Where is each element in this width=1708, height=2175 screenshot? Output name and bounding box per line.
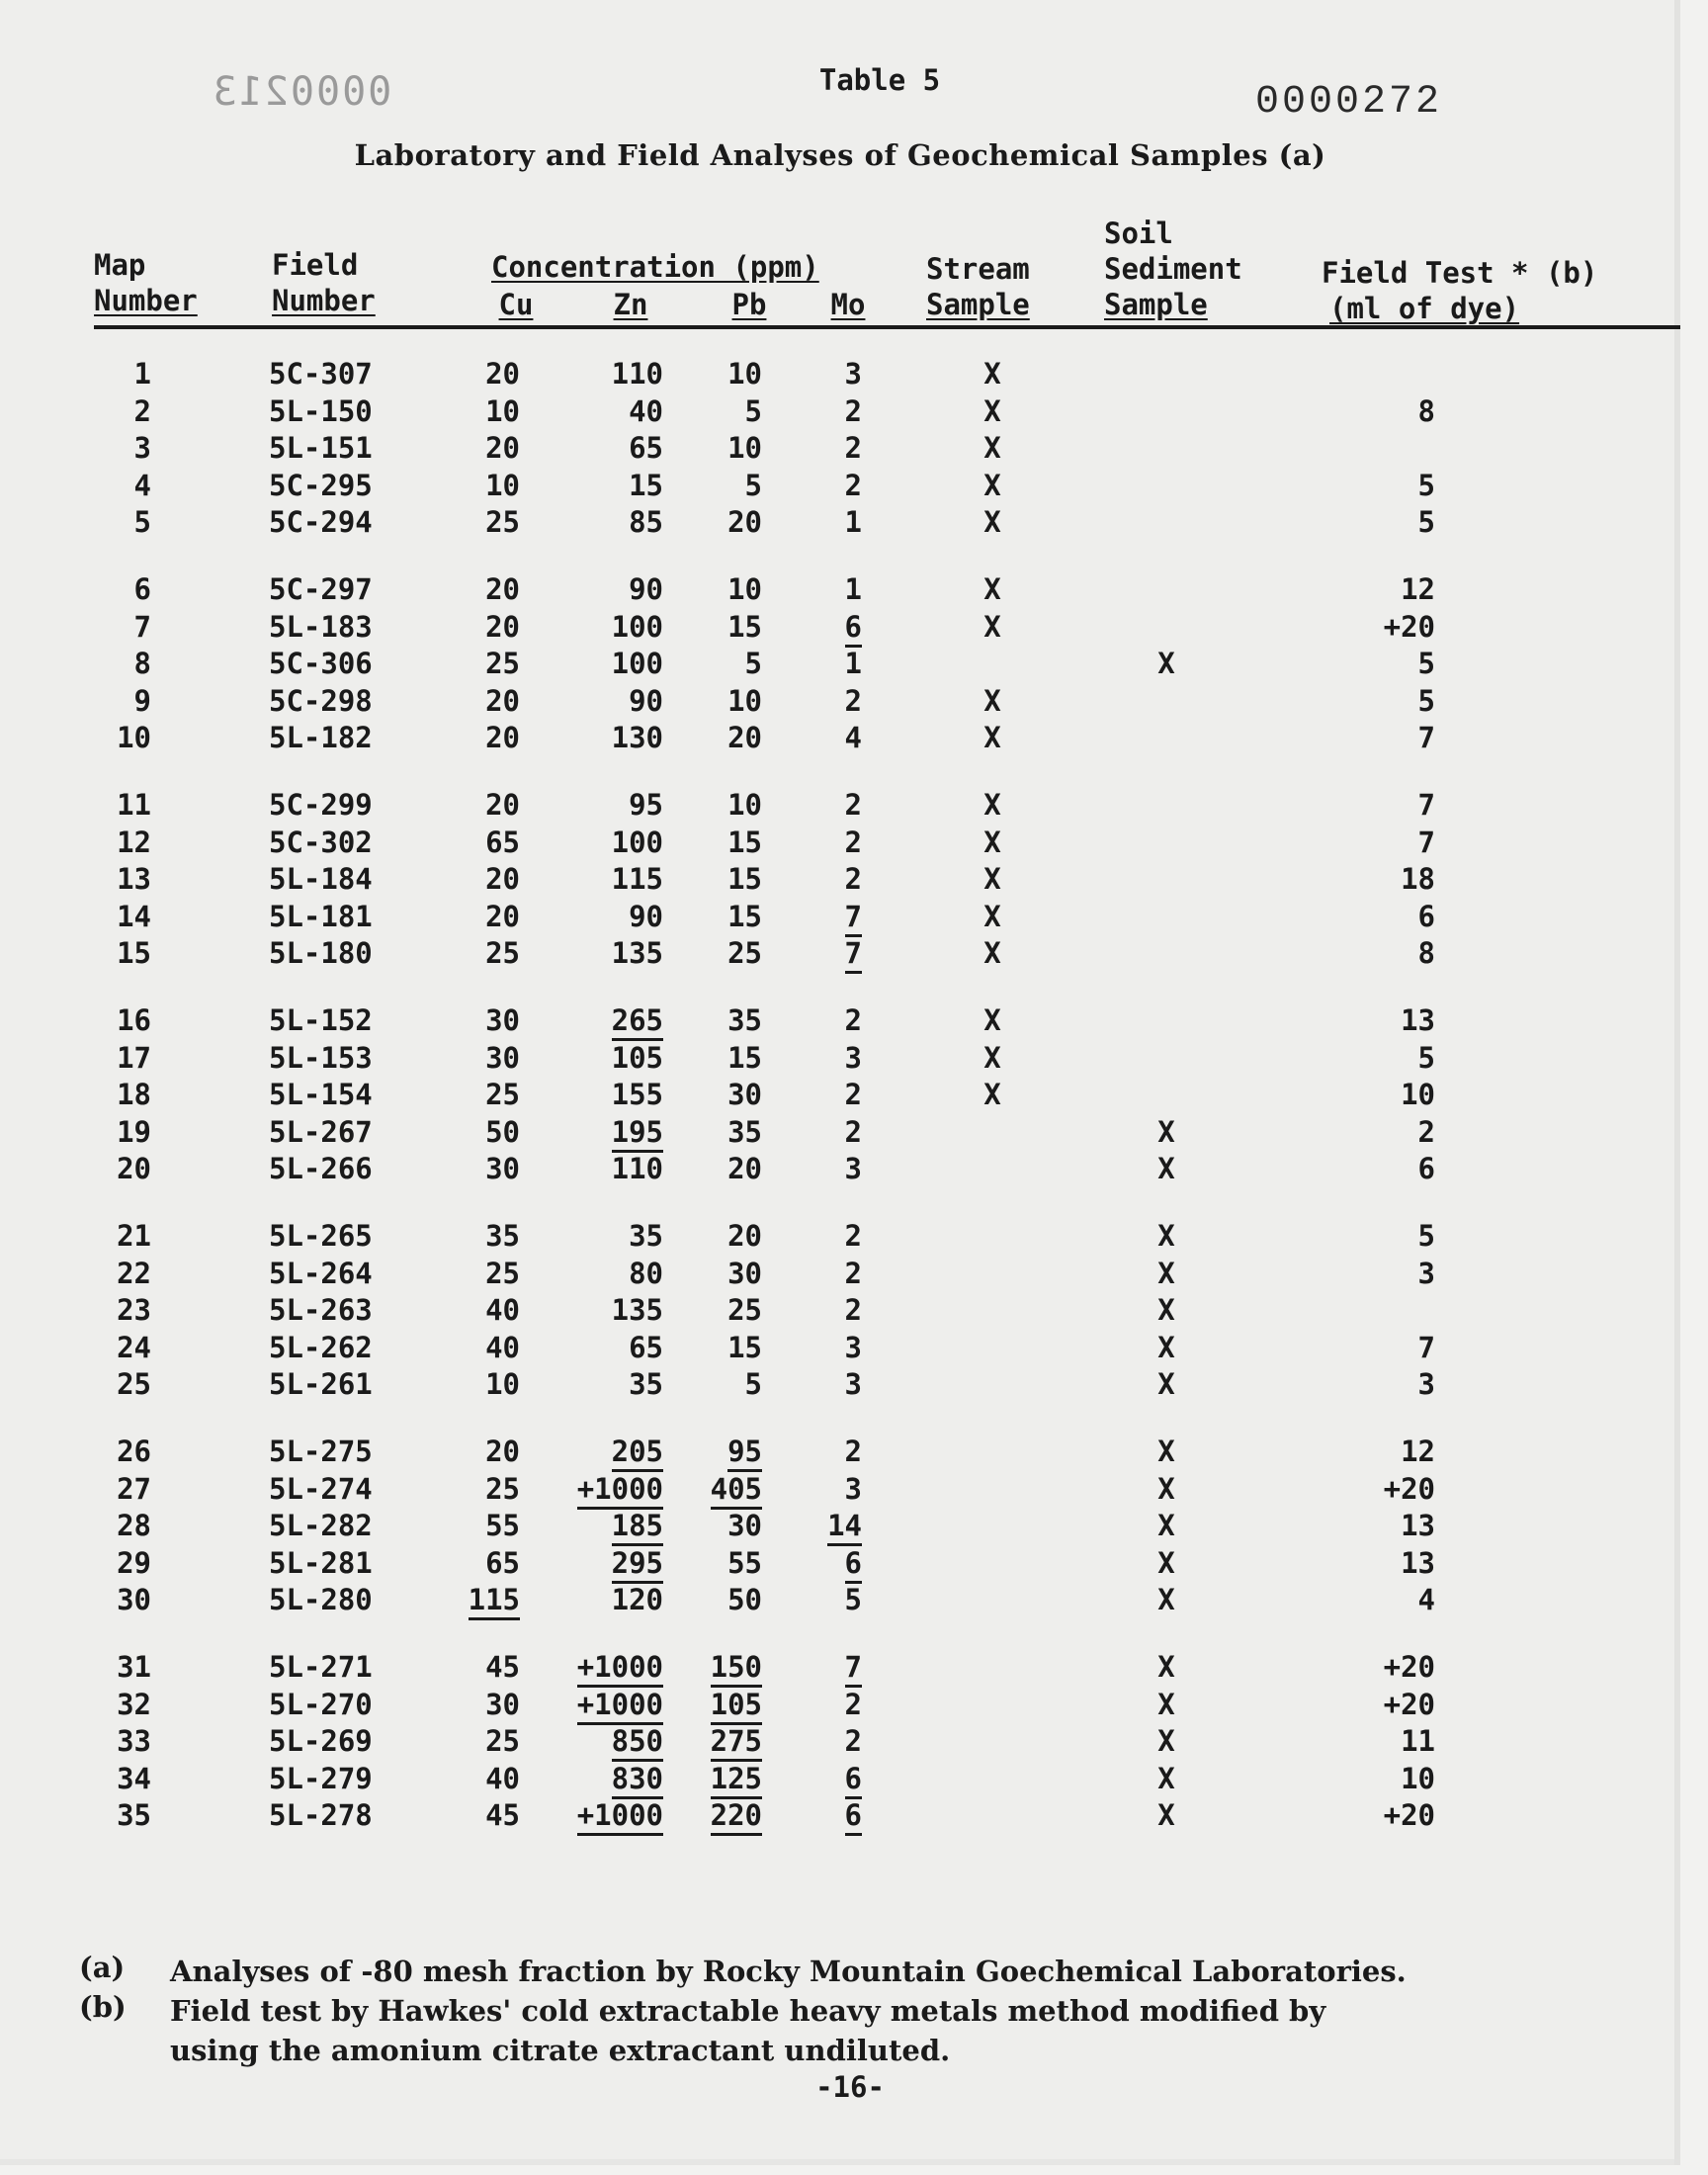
cell-stream-sample: X (983, 862, 1001, 897)
cell-stream-sample: X (983, 609, 1001, 644)
cell-zn: 40 (629, 393, 663, 428)
cell-pb: 10 (727, 683, 762, 718)
cell-zn: 90 (629, 683, 663, 718)
cell-pb: 35 (727, 1003, 762, 1037)
cell-map: 16 (117, 1003, 151, 1037)
cell-map: 22 (117, 1256, 151, 1290)
cell-stream-sample: X (983, 899, 1001, 933)
cell-mo: 2 (844, 1114, 862, 1149)
cell-mo: 3 (844, 357, 862, 391)
cell-cu: 25 (485, 1471, 520, 1506)
cell-zn: 15 (629, 468, 663, 502)
cell-mo: 2 (844, 1256, 862, 1290)
cell-field-test: 8 (1417, 936, 1435, 971)
cell-map: 11 (117, 788, 151, 822)
cell-mo: 2 (844, 862, 862, 897)
footnote-b-mark: (b) (79, 1990, 127, 2024)
cell-pb: 5 (744, 1367, 762, 1402)
cell-field-number: 5L-278 (269, 1798, 373, 1833)
cell-map: 18 (117, 1078, 151, 1112)
cell-mo: 14 (664, 1508, 862, 1543)
cell-mo: 2 (844, 788, 862, 822)
cell-mo: 2 (844, 1687, 862, 1721)
cell-field-test: 3 (1417, 1256, 1435, 1290)
cell-field-number: 5L-262 (269, 1330, 373, 1364)
table-label: Table 5 (818, 63, 941, 97)
cell-field-number: 5C-294 (269, 505, 373, 540)
cell-field-number: 5L-180 (269, 936, 373, 971)
cell-cu: 50 (485, 1114, 520, 1149)
cell-field-number: 5C-295 (269, 468, 373, 502)
cell-pb: 25 (727, 936, 762, 971)
cell-map: 6 (133, 572, 151, 606)
cell-soil-sample: X (1157, 1761, 1175, 1795)
header-soil: Soil Sediment Sample (1104, 217, 1242, 321)
cell-field-number: 5L-265 (269, 1219, 373, 1253)
cell-soil-sample: X (1157, 1152, 1175, 1186)
cell-zn: +1000 (466, 1471, 663, 1507)
cell-pb: 10 (727, 357, 762, 391)
cell-map: 20 (117, 1152, 151, 1186)
cell-stream-sample: X (983, 1078, 1001, 1112)
cell-zn: +1000 (466, 1797, 663, 1833)
cell-field-test: +20 (1383, 1650, 1435, 1684)
cell-mo: 7 (664, 1649, 862, 1685)
cell-soil-sample: X (1157, 1330, 1175, 1364)
cell-soil-sample: X (1157, 1798, 1175, 1833)
cell-mo: 2 (844, 825, 862, 859)
cell-stream-sample: X (983, 825, 1001, 859)
cell-soil-sample: X (1157, 1219, 1175, 1253)
cell-cu: 65 (485, 1545, 520, 1580)
cell-stream-sample: X (983, 393, 1001, 428)
header-cu: Cu (498, 288, 534, 321)
cell-soil-sample: X (1157, 647, 1175, 681)
cell-mo: 3 (844, 1367, 862, 1402)
cell-zn: 95 (629, 788, 663, 822)
cell-map: 21 (117, 1219, 151, 1253)
cell-zn: 85 (629, 505, 663, 540)
cell-cu: 25 (485, 1078, 520, 1112)
cell-field-test: 5 (1417, 1040, 1435, 1075)
cell-map: 10 (117, 721, 151, 755)
cell-map: 3 (133, 431, 151, 466)
cell-zn: 110 (611, 1152, 663, 1186)
cell-field-test: 7 (1417, 788, 1435, 822)
cell-zn: 830 (466, 1761, 663, 1796)
footnote-b-text-2: using the amonium citrate extractant undiluted. (170, 2034, 951, 2067)
cell-field-test: 5 (1417, 683, 1435, 718)
cell-mo: 7 (664, 935, 862, 971)
cell-field-test: 12 (1401, 1435, 1435, 1468)
header-concentration: Concentration (ppm) (491, 250, 819, 284)
cell-map: 28 (117, 1509, 151, 1543)
cell-mo: 2 (844, 431, 862, 466)
cell-pb: 15 (727, 825, 762, 859)
mirrored-stamp-code: 0000213 (211, 69, 392, 115)
cell-mo: 1 (844, 572, 862, 606)
cell-mo: 2 (844, 1219, 862, 1253)
cell-zn: 135 (611, 936, 663, 971)
cell-mo: 2 (844, 1078, 862, 1112)
cell-field-test: 18 (1401, 862, 1435, 897)
cell-cu: 20 (485, 683, 520, 718)
cell-soil-sample: X (1157, 1545, 1175, 1580)
cell-mo: 2 (844, 1293, 862, 1328)
cell-zn: 100 (611, 825, 663, 859)
cell-field-number: 5L-261 (269, 1367, 373, 1402)
cell-mo: 4 (844, 721, 862, 755)
cell-map: 23 (117, 1293, 151, 1328)
cell-cu: 115 (322, 1582, 520, 1617)
cell-field-test: 12 (1401, 572, 1435, 606)
cell-field-number: 5L-264 (269, 1256, 373, 1290)
cell-field-number: 5L-150 (269, 393, 373, 428)
cell-map: 15 (117, 936, 151, 971)
cell-zn: 265 (466, 1002, 663, 1038)
cell-stream-sample: X (983, 1040, 1001, 1075)
cell-field-test: 11 (1401, 1724, 1435, 1759)
cell-map: 32 (117, 1687, 151, 1721)
cell-field-test: 5 (1417, 468, 1435, 502)
cell-map: 5 (133, 505, 151, 540)
cell-field-test: 6 (1417, 899, 1435, 933)
cell-cu: 25 (485, 1256, 520, 1290)
cell-field-number: 5L-274 (269, 1471, 373, 1506)
cell-mo: 3 (844, 1152, 862, 1186)
cell-mo: 1 (844, 647, 862, 681)
cell-field-test: +20 (1383, 1687, 1435, 1721)
cell-field-test: 5 (1417, 505, 1435, 540)
cell-cu: 20 (485, 431, 520, 466)
cell-pb: 15 (727, 899, 762, 933)
cell-field-test: 7 (1417, 825, 1435, 859)
cell-soil-sample: X (1157, 1583, 1175, 1617)
cell-map: 25 (117, 1367, 151, 1402)
cell-field-number: 5L-280 (269, 1583, 373, 1617)
cell-stream-sample: X (983, 788, 1001, 822)
cell-mo: 6 (664, 1761, 862, 1796)
header-stream: Stream Sample (926, 252, 1030, 321)
document-code: 0000272 (1255, 80, 1443, 125)
cell-stream-sample: X (983, 936, 1001, 971)
cell-pb: 35 (727, 1114, 762, 1149)
cell-mo: 2 (844, 393, 862, 428)
cell-cu: 10 (485, 393, 520, 428)
cell-zn: 185 (466, 1508, 663, 1543)
cell-mo: 1 (844, 505, 862, 540)
cell-pb: 55 (727, 1545, 762, 1580)
cell-field-number: 5C-302 (269, 825, 373, 859)
footnote-a-text: Analyses of -80 mesh fraction by Rocky Mountain Goechemical Laboratories. (170, 1955, 1407, 1988)
cell-field-test: 6 (1417, 1152, 1435, 1186)
cell-mo: 7 (664, 899, 862, 934)
table-title: Laboratory and Field Analyses of Geochemical Samples (a) (354, 138, 1326, 172)
cell-zn: 100 (611, 647, 663, 681)
cell-cu: 40 (485, 1293, 520, 1328)
cell-zn: 100 (611, 609, 663, 644)
cell-pb: 20 (727, 1219, 762, 1253)
cell-stream-sample: X (983, 468, 1001, 502)
cell-pb: 220 (564, 1797, 762, 1833)
cell-zn: +1000 (466, 1687, 663, 1722)
cell-cu: 20 (485, 572, 520, 606)
header-pb: Pb (731, 288, 767, 321)
cell-field-number: 5L-263 (269, 1293, 373, 1328)
cell-field-number: 5C-306 (269, 647, 373, 681)
footnote-b-text-1: Field test by Hawkes' cold extractable heavy metals method modified by (170, 1994, 1326, 2028)
cell-mo: 2 (844, 1724, 862, 1759)
cell-field-number: 5L-267 (269, 1114, 373, 1149)
cell-cu: 40 (485, 1761, 520, 1795)
cell-field-test: 2 (1417, 1114, 1435, 1149)
cell-field-number: 5L-266 (269, 1152, 373, 1186)
cell-field-test: 7 (1417, 721, 1435, 755)
footnote-a-mark: (a) (79, 1951, 126, 1984)
cell-map: 19 (117, 1114, 151, 1149)
cell-mo: 3 (844, 1040, 862, 1075)
cell-stream-sample: X (983, 683, 1001, 718)
cell-soil-sample: X (1157, 1256, 1175, 1290)
cell-cu: 45 (485, 1650, 520, 1684)
cell-cu: 20 (485, 357, 520, 391)
cell-cu: 40 (485, 1330, 520, 1364)
cell-field-test: 13 (1401, 1509, 1435, 1543)
cell-cu: 20 (485, 862, 520, 897)
cell-mo: 5 (844, 1583, 862, 1617)
cell-field-test: 4 (1417, 1583, 1435, 1617)
cell-cu: 25 (485, 505, 520, 540)
cell-field-number: 5L-275 (269, 1435, 373, 1468)
cell-soil-sample: X (1157, 1687, 1175, 1721)
cell-stream-sample: X (983, 572, 1001, 606)
cell-field-test: 13 (1401, 1545, 1435, 1580)
cell-cu: 25 (485, 936, 520, 971)
cell-pb: 125 (564, 1761, 762, 1796)
cell-pb: 30 (727, 1078, 762, 1112)
cell-pb: 15 (727, 862, 762, 897)
cell-pb: 15 (727, 1040, 762, 1075)
cell-cu: 30 (485, 1040, 520, 1075)
cell-cu: 25 (485, 647, 520, 681)
cell-stream-sample: X (983, 431, 1001, 466)
cell-mo: 6 (664, 609, 862, 645)
cell-mo: 2 (844, 468, 862, 502)
cell-mo: 3 (844, 1471, 862, 1506)
cell-soil-sample: X (1157, 1471, 1175, 1506)
cell-cu: 20 (485, 609, 520, 644)
cell-cu: 10 (485, 1367, 520, 1402)
cell-stream-sample: X (983, 357, 1001, 391)
cell-stream-sample: X (983, 721, 1001, 755)
cell-cu: 20 (485, 721, 520, 755)
cell-pb: 5 (744, 393, 762, 428)
cell-field-test: 13 (1401, 1003, 1435, 1037)
cell-map: 24 (117, 1330, 151, 1364)
cell-field-number: 5L-182 (269, 721, 373, 755)
cell-map: 4 (133, 468, 151, 502)
cell-field-number: 5L-153 (269, 1040, 373, 1075)
header-field: Field Number (272, 248, 376, 317)
cell-map: 9 (133, 683, 151, 718)
cell-field-number: 5L-271 (269, 1650, 373, 1684)
cell-field-test: +20 (1383, 1471, 1435, 1506)
cell-mo: 6 (664, 1797, 862, 1833)
cell-cu: 10 (485, 468, 520, 502)
cell-cu: 20 (485, 1435, 520, 1468)
cell-zn: 35 (629, 1367, 663, 1402)
cell-mo: 2 (844, 1003, 862, 1037)
cell-map: 8 (133, 647, 151, 681)
cell-pb: 10 (727, 572, 762, 606)
cell-map: 17 (117, 1040, 151, 1075)
cell-map: 26 (117, 1435, 151, 1468)
cell-pb: 20 (727, 721, 762, 755)
cell-zn: 195 (466, 1114, 663, 1150)
cell-zn: +1000 (466, 1649, 663, 1685)
cell-pb: 405 (564, 1471, 762, 1507)
cell-zn: 65 (629, 431, 663, 466)
cell-map: 12 (117, 825, 151, 859)
cell-field-test: 5 (1417, 1219, 1435, 1253)
cell-cu: 35 (485, 1219, 520, 1253)
cell-zn: 295 (466, 1545, 663, 1581)
cell-map: 14 (117, 899, 151, 933)
cell-cu: 30 (485, 1152, 520, 1186)
cell-zn: 850 (466, 1723, 663, 1759)
cell-cu: 20 (485, 788, 520, 822)
cell-pb: 275 (564, 1723, 762, 1759)
cell-field-test: 3 (1417, 1367, 1435, 1402)
cell-mo: 6 (664, 1545, 862, 1581)
cell-zn: 155 (611, 1078, 663, 1112)
cell-field-test: +20 (1383, 1798, 1435, 1833)
cell-cu: 25 (485, 1724, 520, 1759)
cell-pb: 20 (727, 505, 762, 540)
cell-mo: 2 (844, 683, 862, 718)
cell-pb: 5 (744, 468, 762, 502)
cell-field-number: 5L-181 (269, 899, 373, 933)
cell-pb: 15 (727, 609, 762, 644)
cell-pb: 10 (727, 788, 762, 822)
cell-pb: 95 (564, 1434, 762, 1469)
cell-map: 27 (117, 1471, 151, 1506)
cell-pb: 10 (727, 431, 762, 466)
header-map: Map Number (94, 248, 198, 317)
cell-map: 1 (133, 357, 151, 391)
cell-zn: 115 (611, 862, 663, 897)
cell-map: 7 (133, 609, 151, 644)
cell-zn: 120 (611, 1583, 663, 1617)
cell-field-test: +20 (1383, 609, 1435, 644)
cell-field-test: 7 (1417, 1330, 1435, 1364)
cell-zn: 65 (629, 1330, 663, 1364)
cell-zn: 105 (611, 1040, 663, 1075)
cell-pb: 105 (564, 1687, 762, 1722)
cell-cu: 30 (485, 1687, 520, 1721)
cell-map: 35 (117, 1798, 151, 1833)
cell-pb: 150 (564, 1649, 762, 1685)
cell-soil-sample: X (1157, 1509, 1175, 1543)
cell-zn: 35 (629, 1219, 663, 1253)
cell-cu: 55 (485, 1509, 520, 1543)
cell-map: 2 (133, 393, 151, 428)
cell-field-number: 5L-152 (269, 1003, 373, 1037)
cell-field-number: 5L-270 (269, 1687, 373, 1721)
cell-pb: 5 (744, 647, 762, 681)
cell-soil-sample: X (1157, 1650, 1175, 1684)
cell-zn: 135 (611, 1293, 663, 1328)
cell-soil-sample: X (1157, 1114, 1175, 1149)
cell-field-number: 5L-279 (269, 1761, 373, 1795)
cell-soil-sample: X (1157, 1367, 1175, 1402)
header-rule (94, 325, 1680, 329)
cell-soil-sample: X (1157, 1293, 1175, 1328)
cell-cu: 20 (485, 899, 520, 933)
cell-zn: 130 (611, 721, 663, 755)
cell-field-number: 5L-184 (269, 862, 373, 897)
cell-pb: 50 (727, 1583, 762, 1617)
cell-field-number: 5C-297 (269, 572, 373, 606)
cell-pb: 25 (727, 1293, 762, 1328)
cell-zn: 110 (611, 357, 663, 391)
cell-cu: 45 (485, 1798, 520, 1833)
cell-map: 13 (117, 862, 151, 897)
page-number: -16- (815, 2070, 885, 2104)
cell-field-number: 5L-183 (269, 609, 373, 644)
cell-map: 30 (117, 1583, 151, 1617)
cell-map: 33 (117, 1724, 151, 1759)
cell-field-number: 5L-282 (269, 1509, 373, 1543)
cell-field-number: 5C-307 (269, 357, 373, 391)
cell-field-test: 10 (1401, 1761, 1435, 1795)
cell-field-number: 5L-269 (269, 1724, 373, 1759)
cell-cu: 65 (485, 825, 520, 859)
cell-zn: 90 (629, 572, 663, 606)
cell-mo: 2 (844, 1435, 862, 1468)
cell-field-test: 8 (1417, 393, 1435, 428)
cell-pb: 15 (727, 1330, 762, 1364)
cell-map: 29 (117, 1545, 151, 1580)
cell-map: 34 (117, 1761, 151, 1795)
cell-field-number: 5L-154 (269, 1078, 373, 1112)
cell-mo: 3 (844, 1330, 862, 1364)
cell-map: 31 (117, 1650, 151, 1684)
cell-zn: 205 (466, 1434, 663, 1469)
cell-field-number: 5L-151 (269, 431, 373, 466)
cell-zn: 90 (629, 899, 663, 933)
cell-field-number: 5C-299 (269, 788, 373, 822)
header-zn: Zn (613, 288, 648, 321)
cell-field-number: 5L-281 (269, 1545, 373, 1580)
cell-field-test: 5 (1417, 647, 1435, 681)
cell-field-test: 10 (1401, 1078, 1435, 1112)
cell-stream-sample: X (983, 1003, 1001, 1037)
cell-cu: 30 (485, 1003, 520, 1037)
cell-stream-sample: X (983, 505, 1001, 540)
header-field-test: Field Test * (b) (ml of dye) (1322, 256, 1598, 325)
cell-pb: 30 (727, 1256, 762, 1290)
cell-field-number: 5C-298 (269, 683, 373, 718)
cell-pb: 30 (727, 1509, 762, 1543)
cell-pb: 20 (727, 1152, 762, 1186)
cell-zn: 80 (629, 1256, 663, 1290)
header-mo: Mo (830, 288, 866, 321)
cell-soil-sample: X (1157, 1435, 1175, 1468)
cell-soil-sample: X (1157, 1724, 1175, 1759)
